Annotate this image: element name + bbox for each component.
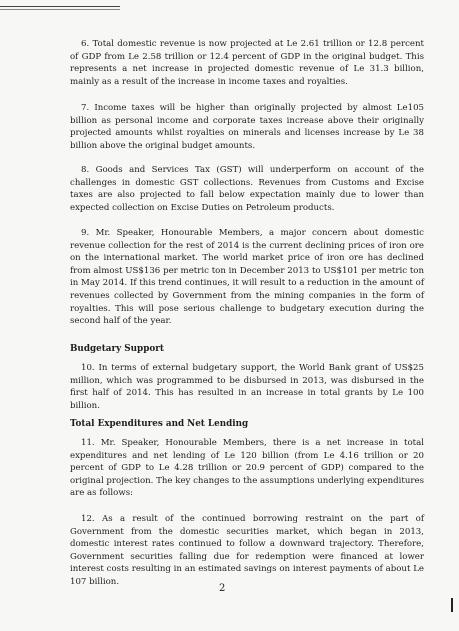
margin-mark xyxy=(451,598,453,612)
paragraph-number: 10. xyxy=(81,363,95,373)
paragraph-8 xyxy=(70,164,424,214)
paragraph-12 xyxy=(70,513,424,589)
paragraph-text: Goods and Services Tax (GST) will underperform on account of the challenges in domestic GST collections. Revenues from Customs and Excise taxes are also projected to fall below expectation mainly due to lower than expected collection on Excise Duties on Petroleum products. xyxy=(70,165,425,213)
paragraph-number: 7. xyxy=(81,103,90,113)
paragraph-text: In terms of external budgetary support, the World Bank grant of US$25 million, which was programmed to be disbursed in 2013, was disbursed in the first half of 2014. This has resulted in an increase in total grants by Le 100 billion. xyxy=(70,363,424,411)
paragraph-6 xyxy=(70,38,424,88)
heading-expenditures: Total Expenditures and Net Lending xyxy=(70,419,249,429)
top-rule-secondary xyxy=(0,9,120,10)
top-rule xyxy=(0,6,120,7)
paragraph-number: 9. xyxy=(81,228,90,238)
paragraph-text: Income taxes will be higher than originally projected by almost Le105 billion as personal income and corporate taxes increase above their originally projected amounts whilst royalties on minerals and licenses increase by Le 38 billion above the original budget amounts. xyxy=(70,103,424,151)
paragraph-text: Mr. Speaker, Honourable Members, there is a net increase in total expenditures and net lending of Le 120 billion (from Le 4.16 trillion or 20 percent of GDP to Le 4.28 trillion or 20.9 percent of GDP) compared to the original projection. The key changes to the assumptions underlying expenditures are as follows: xyxy=(70,438,425,499)
paragraph-7 xyxy=(70,102,424,152)
page-number: 2 xyxy=(219,583,226,594)
paragraph-number: 8. xyxy=(81,165,90,175)
paragraph-text: Total domestic revenue is now projected at Le 2.61 trillion or 12.8 percent of GDP from Le 2.58 trillion or 12.4 percent of GDP in the original budget. This represents a net increase in projected domestic revenue of Le 31.3 billion, mainly as a result of the increase in income taxes and royalties. xyxy=(70,39,424,87)
paragraph-number: 11. xyxy=(81,438,95,448)
heading-budgetary-support: Budgetary Support xyxy=(70,344,164,354)
paragraph-9 xyxy=(70,227,424,328)
paragraph-10 xyxy=(70,362,424,412)
paragraph-number: 6. xyxy=(81,39,90,49)
paragraph-text: Mr. Speaker, Honourable Members, a major concern about domestic revenue collection for the rest of 2014 is the current declining prices of iron ore on the international market. The world market price of iron ore has declined from almost US$136 per metric ton in December 2013 to US$101 per metric ton in May 2014. If this trend continues, it will result to a reduction in the amount of revenues collected by Government from the mining companies in the form of royalties. This will pose serious challenge to budgetary execution during the second half of the year. xyxy=(70,228,424,327)
paragraph-11 xyxy=(70,437,424,500)
paragraph-number: 12. xyxy=(81,514,95,524)
paragraph-text: As a result of the continued borrowing restraint on the part of Government from the domestic securities market, which began in 2013, domestic interest rates continued to follow a downward trajectory. Therefore, Government securities falling due for redemption were financed at lower interest costs resulting in an estimated savings on interest payments of about Le 107 billion. xyxy=(70,514,424,587)
